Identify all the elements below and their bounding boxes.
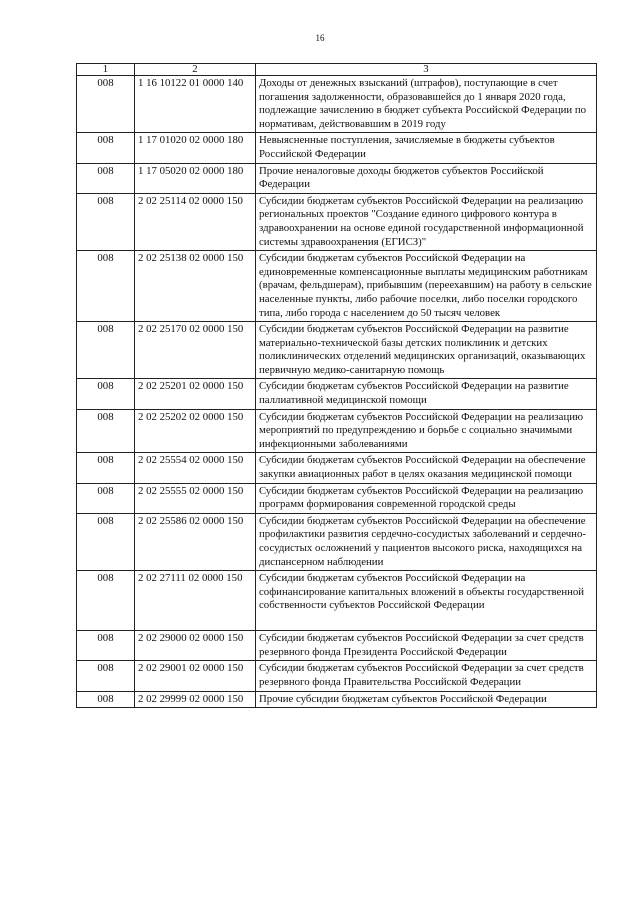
description-cell: Прочие неналоговые доходы бюджетов субъектов Российской Федерации <box>256 163 597 193</box>
description-cell: Невыясненные поступления, зачисляемые в бюджеты субъектов Российской Федерации <box>256 133 597 163</box>
budget-code-cell: 2 02 29000 02 0000 150 <box>135 631 256 661</box>
column-header: 3 <box>256 64 597 76</box>
budget-code-cell: 2 02 25114 02 0000 150 <box>135 193 256 250</box>
description-cell: Субсидии бюджетам субъектов Российской Федерации за счет средств резервного фонда Правительства Российской Федерации <box>256 661 597 691</box>
budget-code-cell: 2 02 25170 02 0000 150 <box>135 322 256 379</box>
admin-code-cell: 008 <box>77 571 135 631</box>
table-row <box>77 76 597 133</box>
admin-code-cell: 008 <box>77 409 135 453</box>
budget-code-cell: 1 17 05020 02 0000 180 <box>135 163 256 193</box>
table-row <box>77 251 597 322</box>
admin-code-cell: 008 <box>77 251 135 322</box>
admin-code-cell: 008 <box>77 691 135 708</box>
budget-code-cell: 2 02 29999 02 0000 150 <box>135 691 256 708</box>
description-cell: Субсидии бюджетам субъектов Российской Федерации на софинансирование капитальных вложений в объекты государственной собственности субъектов Российской Федерации <box>256 571 597 631</box>
budget-code-cell: 2 02 25138 02 0000 150 <box>135 251 256 322</box>
budget-code-cell: 2 02 29001 02 0000 150 <box>135 661 256 691</box>
table-row <box>77 691 597 708</box>
description-cell: Субсидии бюджетам субъектов Российской Федерации на реализацию мероприятий по предупреждению и борьбе с социально значимыми инфекционными заболеваниями <box>256 409 597 453</box>
description-cell: Субсидии бюджетам субъектов Российской Федерации за счет средств резервного фонда Президента Российской Федерации <box>256 631 597 661</box>
admin-code-cell: 008 <box>77 133 135 163</box>
admin-code-cell: 008 <box>77 453 135 483</box>
description-cell: Субсидии бюджетам субъектов Российской Федерации на развитие паллиативной медицинской помощи <box>256 379 597 409</box>
table-row <box>77 193 597 250</box>
admin-code-cell: 008 <box>77 513 135 570</box>
admin-code-cell: 008 <box>77 76 135 133</box>
description-cell: Доходы от денежных взысканий (штрафов), поступающие в счет погашения задолженности, образовавшейся до 1 января 2020 года, подлежащие зачислению в бюджет субъекта Российской Федерации по нормативам, действовавшим в 2019 году <box>256 76 597 133</box>
budget-code-cell: 1 17 01020 02 0000 180 <box>135 133 256 163</box>
description-cell: Субсидии бюджетам субъектов Российской Федерации на обеспечение закупки авиационных работ в целях оказания медицинской помощи <box>256 453 597 483</box>
budget-code-cell: 2 02 25202 02 0000 150 <box>135 409 256 453</box>
table-row <box>77 513 597 570</box>
budget-codes-table <box>76 63 597 708</box>
column-header: 2 <box>135 64 256 76</box>
column-header: 1 <box>77 64 135 76</box>
description-cell: Субсидии бюджетам субъектов Российской Федерации на обеспечение профилактики развития сердечно-сосудистых заболеваний и сердечно-сосудистых осложнений у пациентов высокого риска, находящихся на диспансерном наблюдении <box>256 513 597 570</box>
description-cell: Субсидии бюджетам субъектов Российской Федерации на реализацию программ формирования современной городской среды <box>256 483 597 513</box>
budget-code-cell: 1 16 10122 01 0000 140 <box>135 76 256 133</box>
table-row <box>77 163 597 193</box>
admin-code-cell: 008 <box>77 193 135 250</box>
page-number: 16 <box>315 33 325 43</box>
admin-code-cell: 008 <box>77 163 135 193</box>
budget-code-cell: 2 02 25586 02 0000 150 <box>135 513 256 570</box>
description-cell: Прочие субсидии бюджетам субъектов Российской Федерации <box>256 691 597 708</box>
table-body <box>77 76 597 708</box>
table-row <box>77 483 597 513</box>
budget-code-cell: 2 02 25555 02 0000 150 <box>135 483 256 513</box>
table-row <box>77 322 597 379</box>
table-row <box>77 453 597 483</box>
budget-code-cell: 2 02 25201 02 0000 150 <box>135 379 256 409</box>
admin-code-cell: 008 <box>77 379 135 409</box>
table-row <box>77 379 597 409</box>
admin-code-cell: 008 <box>77 631 135 661</box>
admin-code-cell: 008 <box>77 483 135 513</box>
admin-code-cell: 008 <box>77 322 135 379</box>
budget-code-cell: 2 02 25554 02 0000 150 <box>135 453 256 483</box>
table-row <box>77 571 597 631</box>
table-row <box>77 631 597 661</box>
table-header-row <box>77 64 597 76</box>
table-row <box>77 409 597 453</box>
budget-code-cell: 2 02 27111 02 0000 150 <box>135 571 256 631</box>
description-cell: Субсидии бюджетам субъектов Российской Федерации на единовременные компенсационные выплаты медицинским работникам (врачам, фельдшерам), прибывшим (переехавшим) на работу в сельские населенные пункты, либо рабочие поселки, либо поселки городского типа, либо города с населением до 50 тысяч человек <box>256 251 597 322</box>
description-cell: Субсидии бюджетам субъектов Российской Федерации на развитие материально-технической базы детских поликлиник и детских поликлинических отделений медицинских организаций, оказывающих первичную медико-санитарную помощь <box>256 322 597 379</box>
description-cell: Субсидии бюджетам субъектов Российской Федерации на реализацию региональных проектов "Создание единого цифрового контура в здравоохранении на основе единой государственной информационной системы здравоохранения (ЕГИСЗ)" <box>256 193 597 250</box>
table-row <box>77 661 597 691</box>
table-row <box>77 133 597 163</box>
admin-code-cell: 008 <box>77 661 135 691</box>
